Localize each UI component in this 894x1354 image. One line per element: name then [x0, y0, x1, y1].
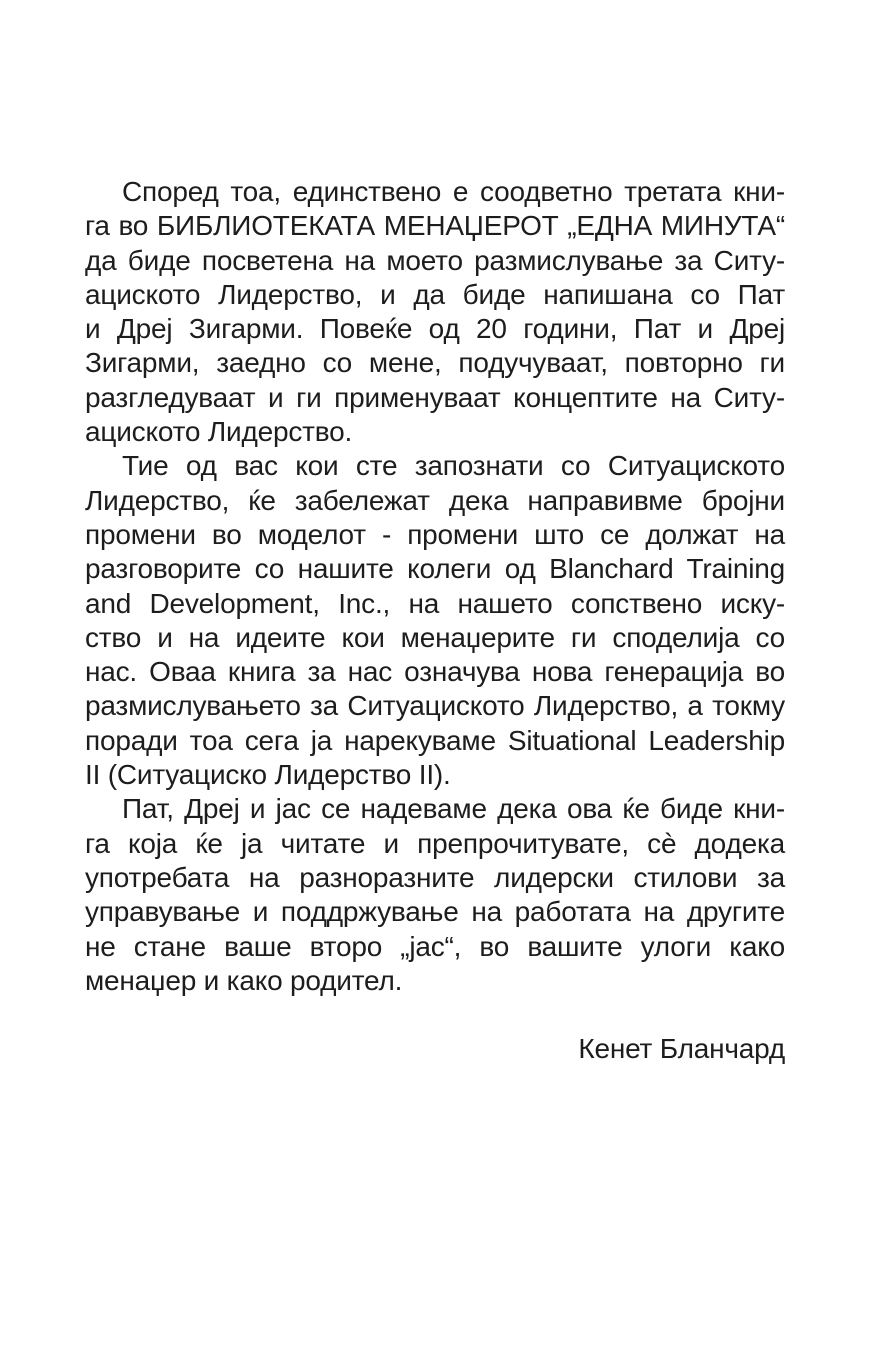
- text-line: да биде посветена на моето размислување за Ситу-: [85, 244, 785, 276]
- text-line: ациското Лидерство, и да биде напишана со Пат: [85, 278, 785, 310]
- text-line: Зигарми, заедно со мене, подучуваат, повторно ги: [85, 347, 785, 379]
- text-line: Тие од вас кои сте запознати со Ситуациското: [122, 450, 785, 482]
- text-line: не стане ваше второ „јас“, во вашите улоги како: [85, 930, 785, 962]
- text-line: менаџер и како родител.: [85, 964, 403, 996]
- paragraph: [85, 792, 785, 998]
- paragraph: [85, 449, 785, 792]
- text-line: ациското Лидерство.: [85, 416, 353, 448]
- text-line: разговорите со нашите колеги од Blanchard Training: [85, 553, 785, 585]
- text-line: and Development, Inc., на нашето сопствено иску-: [85, 587, 785, 619]
- text-line: II (Ситуациско Лидерство II).: [85, 759, 451, 791]
- text-line: Лидерство, ќе забележат дека направивме бројни: [85, 484, 785, 516]
- text-line: ство и на идеите кои менаџерите ги споделија со: [85, 621, 785, 653]
- text-line: поради тоа сега ја нарекуваме Situational Leadership: [85, 724, 785, 756]
- text-line: га која ќе ја читате и препрочитувате, сè додека: [85, 827, 785, 859]
- text-line: Пат, Дреј и јас се надеваме дека ова ќе биде кни-: [122, 793, 785, 825]
- text-line: га во БИБЛИОТЕКАТА МЕНАЏЕРОТ „ЕДНА МИНУТА“: [85, 210, 785, 242]
- text-block: [85, 175, 785, 1066]
- text-line: Според тоа, единствено е соодветно третата кни-: [122, 176, 785, 207]
- text-line: управување и поддржување на работата на другите: [85, 896, 785, 928]
- author-signature: Кенет Бланчард: [578, 1033, 785, 1065]
- text-line: и Дреј Зигарми. Повеќе од 20 години, Пат и Дреј: [85, 313, 785, 345]
- text-line: употребата на разноразните лидерски стилови за: [85, 861, 785, 893]
- paragraphs-container: [85, 175, 785, 998]
- paragraph: [85, 175, 785, 449]
- text-line: нас. Оваа книга за нас означува нова генерација во: [85, 656, 785, 688]
- text-line: разгледуваат и ги применуваат концептите на Ситу-: [85, 381, 785, 413]
- text-line: размислувањето за Ситуациското Лидерство, а токму: [85, 690, 785, 722]
- text-line: промени во моделот - промени што се должат на: [85, 518, 785, 550]
